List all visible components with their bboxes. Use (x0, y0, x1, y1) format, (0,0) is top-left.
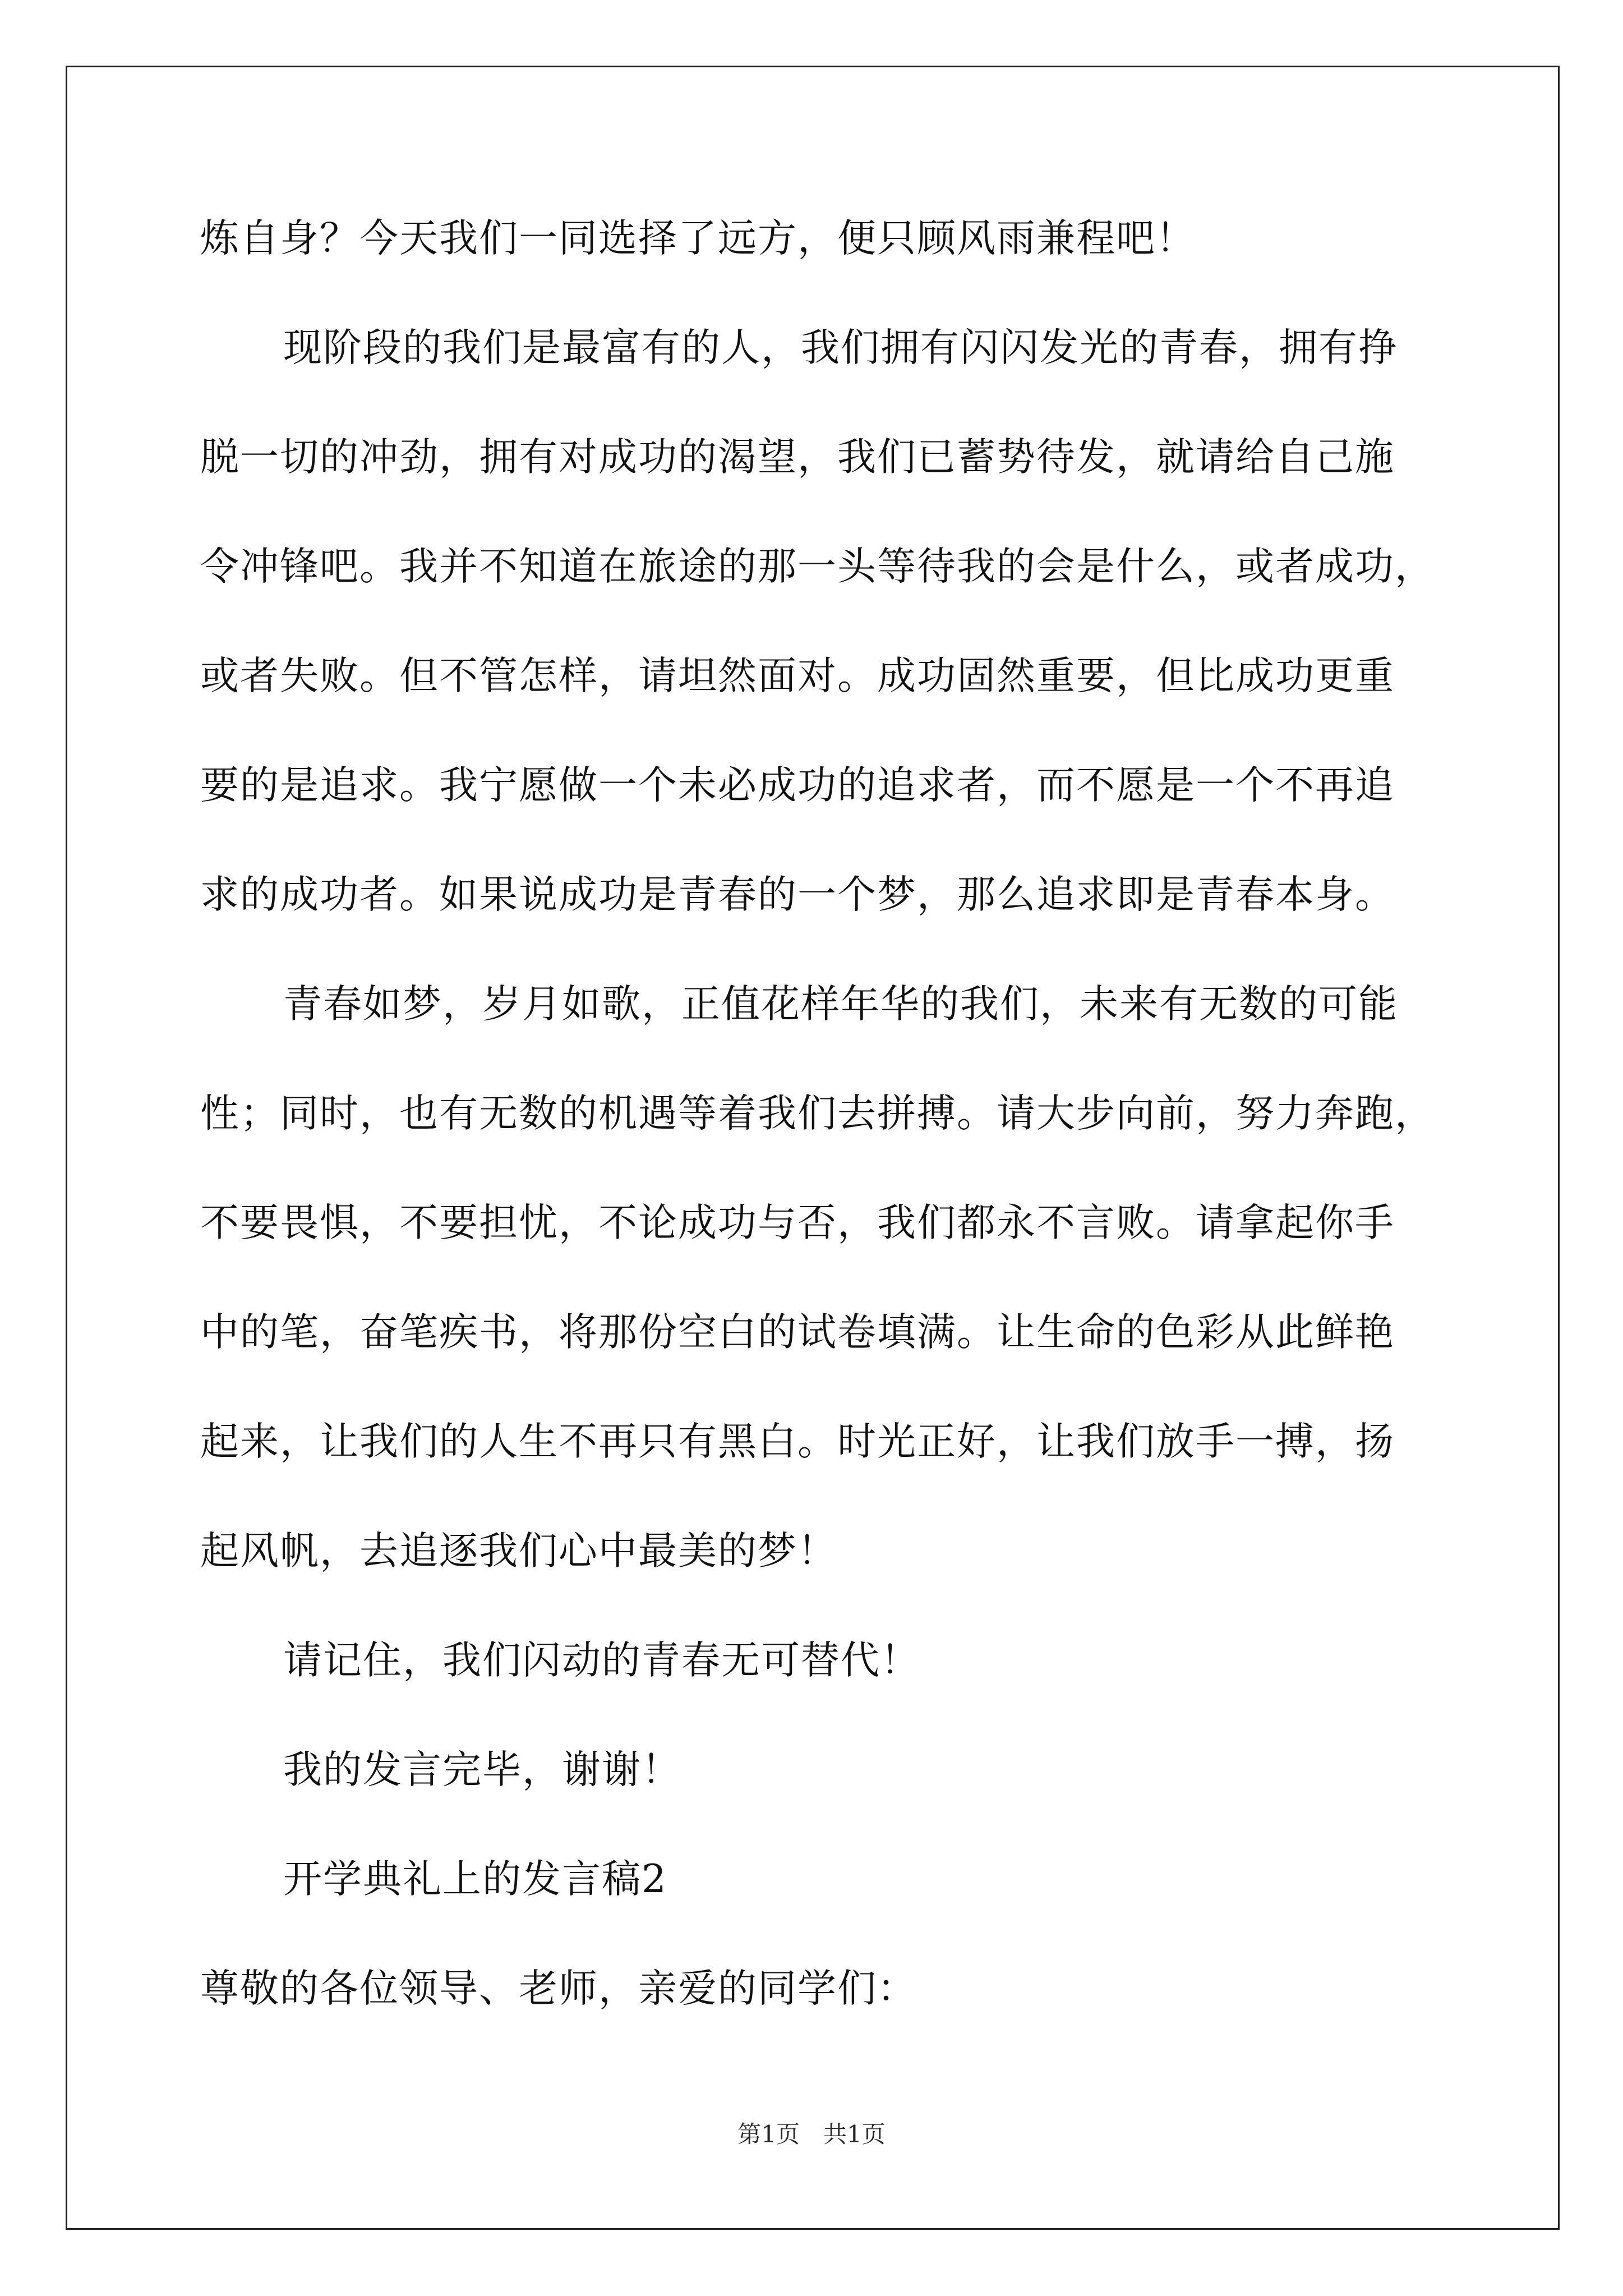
text-line: 请记住，我们闪动的青春无可替代！ (283, 1638, 920, 1683)
page-footer: 第1页 共1页 (737, 2120, 886, 2148)
text-line: 我的发言完毕，谢谢！ (283, 1747, 681, 1792)
text-line: 求的成功者。如果说成功是青春的一个梦，那么追求即是青春本身。 (200, 872, 1395, 917)
text-line: 性；同时，也有无数的机遇等着我们去拼搏。请大步向前，努力奔跑， (200, 1091, 1435, 1136)
text-line: 青春如梦，岁月如歌，正值花样年华的我们，未来有无数的可能 (283, 982, 1398, 1027)
section-title: 开学典礼上的发言稿2 (283, 1857, 667, 1902)
text-line: 起来，让我们的人生不再只有黑白。时光正好，让我们放手一搏，扬 (200, 1419, 1395, 1464)
text-line: 或者失败。但不管怎样，请坦然面对。成功固然重要，但比成功更重 (200, 654, 1395, 698)
text-line: 令冲锋吧。我并不知道在旅途的那一头等待我的会是什么，或者成功， (200, 544, 1435, 589)
text-line: 脱一切的冲劲，拥有对成功的渴望，我们已蓄势待发，就请给自己施 (200, 435, 1395, 480)
text-line: 炼自身？今天我们一同选择了远方，便只顾风雨兼程吧！ (200, 216, 1196, 261)
text-line: 起风帆，去追逐我们心中最美的梦！ (200, 1529, 837, 1573)
text-line: 要的是追求。我宁愿做一个未必成功的追求者，而不愿是一个不再追 (200, 763, 1395, 808)
salutation: 尊敬的各位领导、老师，亲爱的同学们： (200, 1966, 917, 2011)
text-line: 中的笔，奋笔疾书，将那份空白的试卷填满。让生命的色彩从此鲜艳 (200, 1310, 1395, 1355)
text-line: 现阶段的我们是最富有的人，我们拥有闪闪发光的青春，拥有挣 (283, 325, 1398, 370)
page-border (66, 66, 1560, 2230)
text-line: 不要畏惧，不要担忧，不论成功与否，我们都永不言败。请拿起你手 (200, 1200, 1395, 1245)
